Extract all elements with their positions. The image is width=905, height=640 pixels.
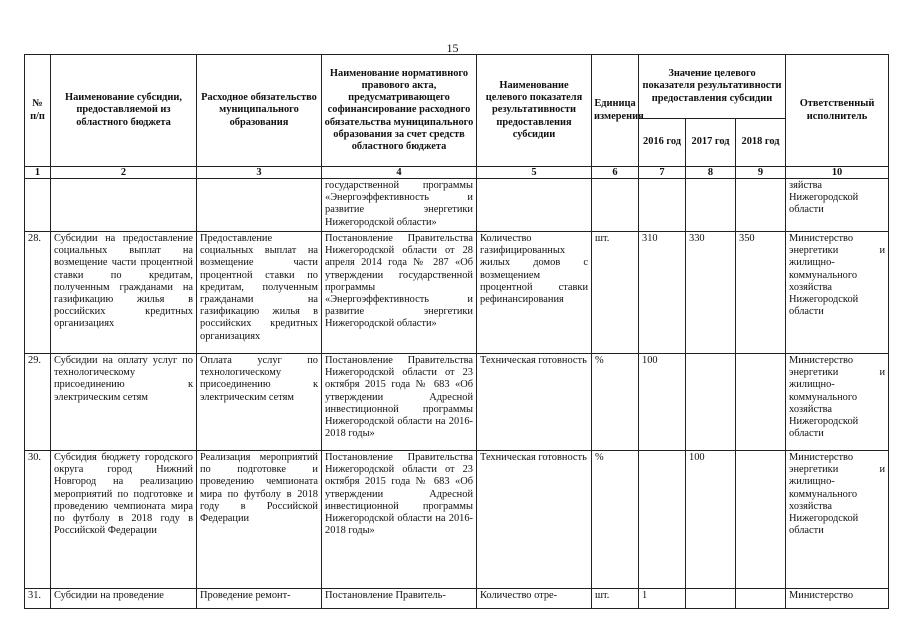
row-num <box>25 179 51 232</box>
row-legal-act: Постановление Правитель- <box>322 589 477 609</box>
row-num: 29. <box>25 354 51 451</box>
table-row <box>25 589 889 609</box>
row-value-2018 <box>736 451 786 589</box>
row-legal-act: государственной программы «Энергоэффективность и развитие энергетики Нижегородской области» <box>322 179 477 232</box>
row-subsidy: Субсидии на проведение <box>51 589 197 609</box>
table-row <box>25 451 889 589</box>
row-executor: Министерство энергетики и жилищно-коммунального хозяйства Нижегородской области <box>786 232 889 354</box>
table-row <box>25 232 889 354</box>
column-number: 1 <box>25 167 51 179</box>
column-number: 5 <box>477 167 592 179</box>
column-number: 2 <box>51 167 197 179</box>
header-target-values: Значение целевого показателя результативности предоставления субсидии <box>639 55 786 119</box>
page-number: 15 <box>446 41 459 55</box>
header-year-2018: 2018 год <box>736 119 786 167</box>
row-unit <box>592 179 639 232</box>
subsidy-table <box>24 54 889 609</box>
row-legal-act: Постановление Правительства Нижегородской области от 28 апреля 2014 года № 287 «Об утверждении государственной программы «Энергоэффективность и развитие энергетики Нижегородской области» <box>322 232 477 354</box>
column-number: 3 <box>197 167 322 179</box>
row-subsidy: Субсидии на предоставление социальных выплат на возмещение части процентной ставки по кредитам, полученным гражданами на газификацию жилья в российских кредитных организациях <box>51 232 197 354</box>
row-value-2016: 1 <box>639 589 686 609</box>
row-num: 31. <box>25 589 51 609</box>
row-legal-act: Постановление Правительства Нижегородской области от 23 октября 2015 года № 683 «Об утверждении Адресной инвестиционной программы Нижегородской области на 2016-2018 годы» <box>322 354 477 451</box>
column-number: 10 <box>786 167 889 179</box>
row-legal-act: Постановление Правительства Нижегородской области от 23 октября 2015 года № 683 «Об утверждении Адресной инвестиционной программы Нижегородской области на 2016-2018 годы» <box>322 451 477 589</box>
row-value-2016 <box>639 451 686 589</box>
row-value-2018 <box>736 179 786 232</box>
table-row <box>25 354 889 451</box>
column-number: 6 <box>592 167 639 179</box>
table-header <box>25 55 889 167</box>
row-executor: Министерство <box>786 589 889 609</box>
header-year-2017: 2017 год <box>686 119 736 167</box>
row-value-2017 <box>686 589 736 609</box>
column-number: 9 <box>736 167 786 179</box>
row-value-2017: 100 <box>686 451 736 589</box>
header-obligation: Расходное обязательство муниципального образования <box>197 55 322 167</box>
row-value-2018 <box>736 589 786 609</box>
row-indicator: Количество газифицированных жилых домов с возмещением процентной ставки рефинансирования <box>477 232 592 354</box>
header-year-2016: 2016 год <box>639 119 686 167</box>
row-value-2016: 100 <box>639 354 686 451</box>
row-subsidy: Субсидии на оплату услуг по технологическому присоединению к электрическим сетям <box>51 354 197 451</box>
row-subsidy: Субсидия бюджету городского округа город Нижний Новгород на реализацию мероприятий по подготовке и проведению чемпионата мира по футболу в 2018 году в Российской Федерации <box>51 451 197 589</box>
row-value-2017 <box>686 179 736 232</box>
row-subsidy <box>51 179 197 232</box>
column-number-row <box>25 167 889 179</box>
header-legal-act: Наименование нормативного правового акта, предусматривающего софинансирование расходного обязательства муниципального образования за счет средств областного бюджета <box>322 55 477 167</box>
row-num: 28. <box>25 232 51 354</box>
row-unit: шт. <box>592 232 639 354</box>
header-unit: Единица измерения <box>592 55 639 167</box>
row-obligation: Оплата услуг по технологическому присоединению к электрическим сетям <box>197 354 322 451</box>
table-row-continuation <box>25 179 889 232</box>
row-unit: % <box>592 451 639 589</box>
row-obligation <box>197 179 322 232</box>
row-obligation: Реализация мероприятий по подготовке и проведению чемпионата мира по футболу в 2018 году в Российской Федерации <box>197 451 322 589</box>
header-indicator: Наименование целевого показателя результативности предоставления субсидии <box>477 55 592 167</box>
column-number: 8 <box>686 167 736 179</box>
row-unit: % <box>592 354 639 451</box>
row-executor: Министерство энергетики и жилищно-коммунального хозяйства Нижегородской области <box>786 451 889 589</box>
row-value-2016: 310 <box>639 232 686 354</box>
header-subsidy-name: Наименование субсидии, предоставляемой из областного бюджета <box>51 55 197 167</box>
header-executor: Ответственный исполнитель <box>786 55 889 167</box>
row-indicator <box>477 179 592 232</box>
row-indicator: Техническая готовность <box>477 354 592 451</box>
row-indicator: Техническая готовность <box>477 451 592 589</box>
row-value-2017: 330 <box>686 232 736 354</box>
row-value-2018: 350 <box>736 232 786 354</box>
row-indicator: Количество отре- <box>477 589 592 609</box>
row-num: 30. <box>25 451 51 589</box>
row-executor: Министерство энергетики и жилищно-коммунального хозяйства Нижегородской области <box>786 354 889 451</box>
row-executor: зяйства Нижегородской области <box>786 179 889 232</box>
row-value-2017 <box>686 354 736 451</box>
row-value-2018 <box>736 354 786 451</box>
header-num: № п/п <box>25 55 51 167</box>
column-number: 4 <box>322 167 477 179</box>
column-number: 7 <box>639 167 686 179</box>
row-value-2016 <box>639 179 686 232</box>
row-unit: шт. <box>592 589 639 609</box>
row-obligation: Проведение ремонт- <box>197 589 322 609</box>
row-obligation: Предоставление социальных выплат на возмещение части процентной ставки по кредитам, полученным гражданами на газификацию жилья в российских кредитных организациях <box>197 232 322 354</box>
